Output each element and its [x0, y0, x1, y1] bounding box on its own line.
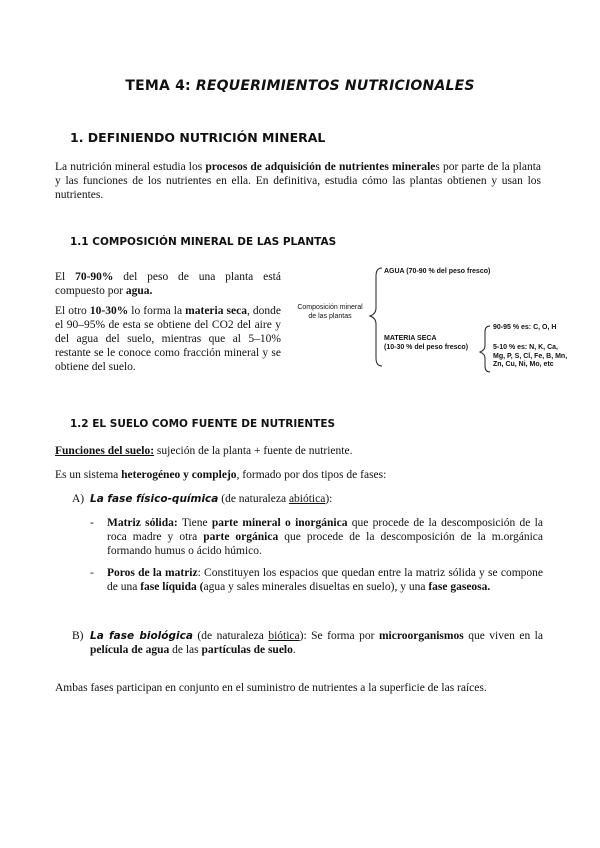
title-prefix: TEMA 4:: [125, 78, 191, 94]
text-run-bold: partículas de suelo: [201, 644, 293, 656]
text-run-bold: agua.: [125, 285, 153, 297]
soil-system: [55, 468, 541, 482]
text-run-bold: 70-90%: [75, 271, 114, 283]
text-run-bold: materia seca: [185, 305, 247, 317]
section-1-1-heading: 1.1 COMPOSICIÓN MINERAL DE LAS PLANTAS: [70, 236, 337, 248]
bullet-dash: -: [90, 567, 94, 579]
section-1-1-paragraph-2: [55, 304, 281, 374]
diagram-root-line: Composición mineral: [297, 304, 363, 311]
text-run-underlined: biótica: [268, 630, 300, 642]
text-run-underlined: abiótica: [288, 493, 326, 505]
text-run: .: [292, 644, 296, 656]
diagram-minor-line: 5-10 % es: N, K, Ca,: [493, 344, 558, 351]
text-run-bold: heterogéneo y complejo: [121, 469, 237, 481]
text-run: sujeción de la planta + fuente de nutriente.: [154, 445, 353, 457]
text-run-bold: Matriz sólida:: [107, 517, 178, 529]
text-run: (de naturaleza: [218, 493, 289, 505]
text-run-bold: fase líquida (: [140, 581, 204, 593]
phase-a-marker: A): [72, 493, 85, 505]
text-run: , formado por dos tipos de fases:: [236, 469, 387, 481]
text-run: (de naturaleza: [192, 630, 269, 642]
phase-b-title: La fase biológica: [90, 630, 193, 642]
text-run-bold: microorganismos: [378, 630, 464, 642]
bullet-matriz-solida: [107, 516, 543, 558]
section-1-1-paragraph-1: [55, 270, 281, 298]
text-run: El: [55, 271, 76, 283]
composition-diagram: [290, 262, 590, 382]
text-run: que procede de la descomposición de la m.orgánica formando humus o ácido húmico.: [107, 531, 544, 557]
text-run: El otro: [55, 305, 90, 317]
phase-b-marker: B): [72, 630, 84, 642]
text-run: agua y sales minerales disueltas en suelo), y una: [203, 581, 429, 593]
diagram-root: [290, 304, 370, 321]
text-run: : Constituyen los espacios que quedan entre la matriz sólida y se compone de una: [107, 567, 543, 593]
phase-b-paragraph: [90, 629, 543, 657]
diagram-ms-line: (10-30 % del peso fresco): [384, 343, 469, 351]
section-1-paragraph: [55, 160, 541, 202]
bullet-poros-matriz: [107, 566, 543, 594]
text-run-bold: película de agua: [90, 644, 170, 656]
closing-paragraph: Ambas fases participan en conjunto en el suministro de nutrientes a la superficie de las raíces.: [55, 682, 487, 694]
section-1-2-heading: 1.2 EL SUELO COMO FUENTE DE NUTRIENTES: [70, 418, 336, 430]
brace-secondary-icon: [480, 326, 490, 372]
text-run: Es un sistema: [55, 469, 122, 481]
text-run: ):: [325, 493, 333, 505]
diagram-agua: AGUA (70-90 % del peso fresco): [384, 268, 491, 275]
text-run-bold: procesos de adquisición de nutrientes minerale: [205, 161, 436, 173]
diagram-root-line: de las plantas: [308, 312, 352, 320]
section-1-heading: 1. DEFINIENDO NUTRICIÓN MINERAL: [70, 130, 326, 145]
text-run: que procede de la descomposición de la roca madre y otra: [107, 517, 543, 543]
phase-a-title: La fase físico-química: [90, 493, 219, 505]
text-run: lo forma la: [128, 305, 186, 317]
text-run-bold: Poros de la matriz: [107, 567, 198, 579]
title-emphasis: REQUERIMIENTOS NUTRICIONALES: [195, 78, 475, 94]
soil-functions: [55, 444, 541, 458]
text-run: Tiene: [177, 517, 212, 529]
text-run-bold: 10-30%: [89, 305, 129, 317]
text-run: ): Se forma por: [299, 630, 379, 642]
phase-a-title-line: [90, 492, 540, 506]
diagram-ms-line: MATERIA SECA: [384, 335, 437, 342]
text-run-bold: fase gaseosa.: [428, 581, 491, 593]
page-title: [0, 78, 600, 94]
text-run-bold: parte mineral o inorgánica: [211, 517, 348, 529]
text-run: del peso de una planta está compuesto por: [55, 271, 281, 297]
text-run-bold: Funciones del suelo:: [55, 445, 155, 457]
diagram-minor-line: Zn, Cu, Ni, Mo, etc: [493, 361, 554, 368]
diagram-materia-seca: [384, 335, 468, 352]
text-run: s por parte de la planta y las funciones de los nutrientes en ella. En definitiva, estudia cómo las plantas obtienen y usan los nutrientes.: [55, 161, 541, 201]
brace-main-icon: [370, 268, 382, 366]
text-run-bold: parte orgánica: [203, 531, 279, 543]
diagram-minor-line: Mg, P, S, Cl, Fe, B, Mn,: [493, 352, 568, 360]
text-run: , donde el 90–95% de esta se obtiene del CO2 del aire y del agua del suelo, mientras que al 5–10% restante se le conoce como fracción mineral y se obtiene del suelo.: [55, 305, 282, 373]
bullet-dash: -: [90, 517, 94, 529]
text-run: que viven en la: [463, 630, 543, 642]
diagram-major-elements: 90-95 % es: C, O, H: [493, 324, 557, 331]
diagram-minor-elements: [493, 344, 567, 370]
text-run: de las: [169, 644, 202, 656]
text-run: La nutrición mineral estudia los: [55, 161, 206, 173]
